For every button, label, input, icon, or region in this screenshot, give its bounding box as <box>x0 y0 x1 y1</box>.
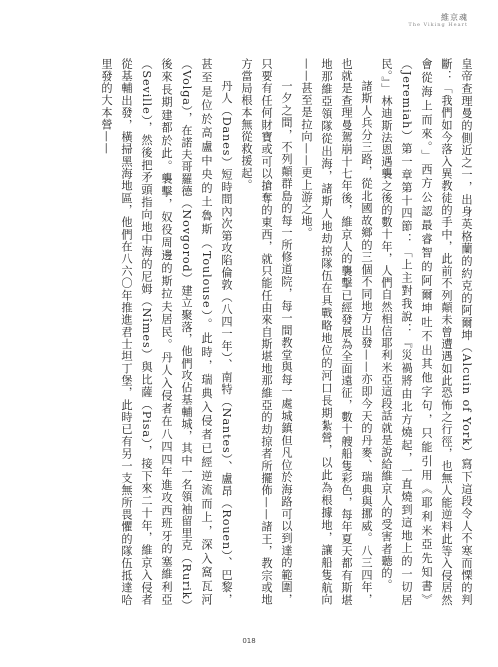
paragraph-2: 諸斯人兵分三路，從北國故鄉的三個不同地方出發——亦即今天的丹麥、瑞典與挪威。八三四年，也就是查理曼駕崩十七年後，維京人的襲擊已經發展為全面遠征，數十艘船隻彩色，每年夏天都有斯堪地那維亞領隊從出海，諸斯人地劫掠隊伍在具戰略地位的河口長期紮營，以此為根據地，讓船隻航向——甚至是拉向——更上游之地。 <box>300 58 373 606</box>
book-title-chinese: 維京魂 <box>441 13 468 22</box>
paragraph-3: 一夕之間，不列顛群島的每一所修道院，每一間教堂與每一處城鎮但凡位於海路可以到達的範圍，只要有任何財寶或可以搶奪的東西，就只能任由來自斯堪地那維亞的劫掠者所擺佈——諸王，教宗或地方當局根本無從救援起。 <box>240 58 293 606</box>
running-header <box>408 14 468 28</box>
paragraph-1: 皇帝查理曼的側近之一，出身英格蘭的約克的阿爾坤（Alcuin of York）寫下這段令人不寒而慄的判斷：「我們如今落入異教徒的手中，此前不列顛未曾遭遇如此恐怖之行徑，也無人能逆料此等入侵居然會從海上而來。」西方公認最睿智的阿爾坤吐不出其他字句，只能引用《耶利米亞先知書》（Jeremiah）第一章第十四節：「上主對我說：『災禍將由北方燒起，一直燒到這地上的一切居民。』」林迪斯法恩遇襲之後的數十年，人們自然相信耶利米亞這段話就是說給維京人的受害者聽的。 <box>380 58 473 606</box>
book-title-english: The Viking Heart <box>408 21 468 28</box>
vertical-body-text <box>16 58 476 606</box>
page-number: 018 <box>242 637 256 645</box>
paragraph-4: 丹人（Danes）短時間內次第攻陷倫敦（八四一年）、南特（Nantes）、盧昂（Rouen）、巴黎，甚至是位於高盧中央的土魯斯（Toulouse）。此時，瑞典入侵者已經逆流而上，深入窩瓦河（Volga），在諾夫哥羅德（Novgorod）建立聚落，他們攻佔基輔城，其中一名領袖留里克（Rurik）後來長期建都於此。襲擊，奴役周邊的斯拉夫居民。丹人入侵者在八四四年進攻西班牙的塞維利亞（Seville），然後把矛頭指向地中海的尼姆（Nîmes）與比薩（Pisa），接下來二十年，維京入侵者從基輔出發，橫掃黑海地區，他們在八六〇年推進君士坦丁堡，此時已有另一支無所畏懼的隊伍抵達哈里發的大本營—— <box>100 58 233 606</box>
